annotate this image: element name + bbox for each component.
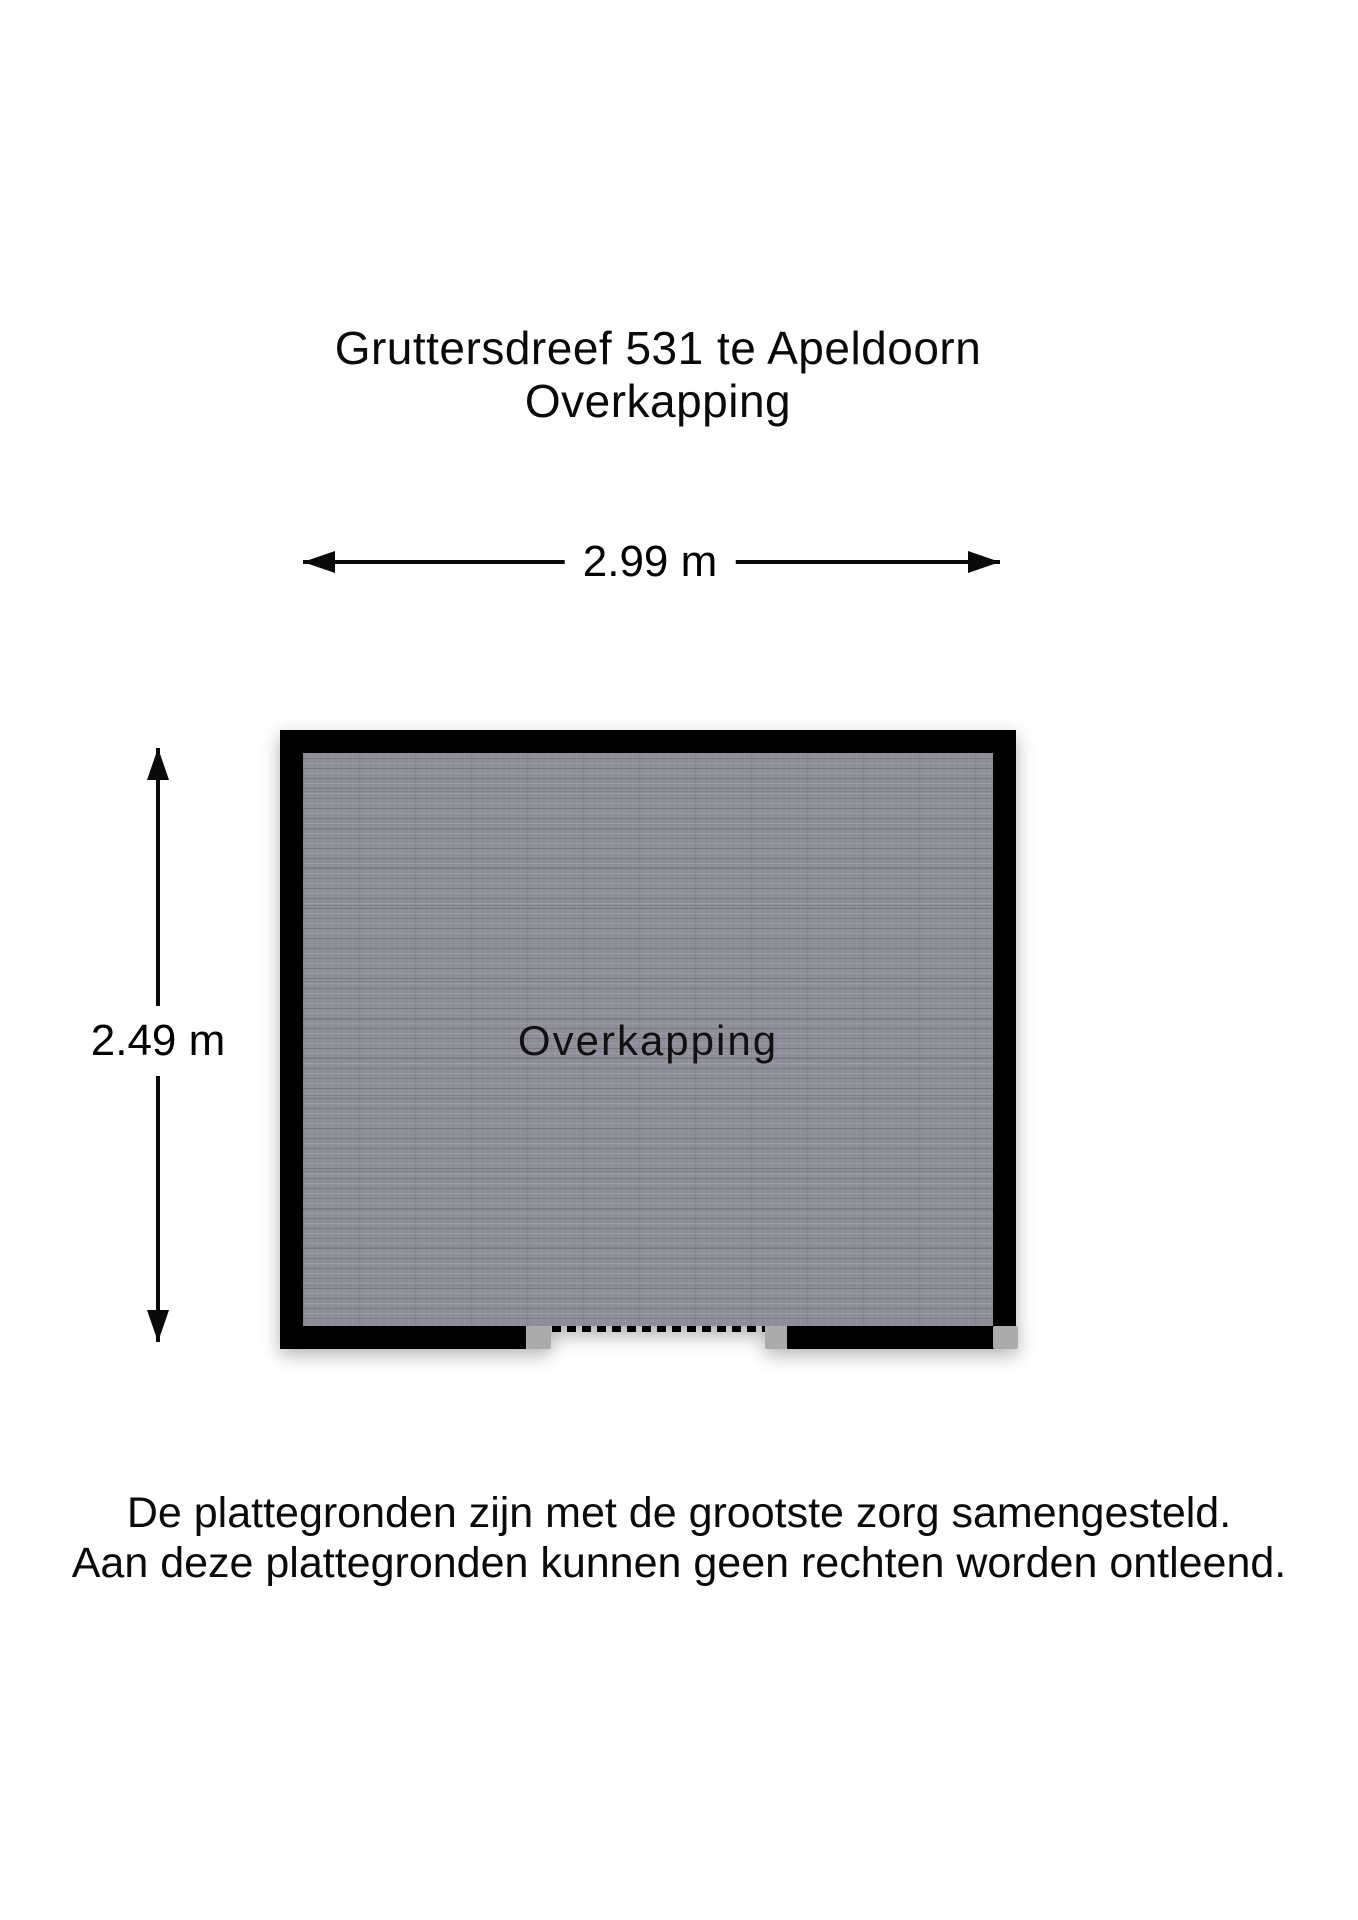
room-label: Overkapping — [517, 1017, 779, 1064]
arrowhead-down-icon — [147, 1310, 169, 1342]
arrowhead-right-icon — [968, 551, 1000, 573]
wall-bottom-right — [787, 1326, 1016, 1349]
footer-disclaimer — [0, 1488, 1358, 1588]
wall-top — [280, 730, 1016, 753]
wall-bottom-left — [280, 1326, 526, 1349]
disclaimer-line-2: Aan deze plattegronden kunnen geen rechten worden ontleend. — [71, 1539, 1287, 1587]
wall-right — [993, 730, 1016, 1349]
opening-dashed-line — [552, 1326, 765, 1332]
height-dimension-label: 2.49 m — [85, 1006, 232, 1076]
width-dimension-label: 2.99 m — [565, 533, 736, 591]
title-line-address: Gruttersdreef 531 te Apeldoorn — [334, 322, 982, 374]
arrowhead-up-icon — [147, 748, 169, 780]
post-corner — [993, 1326, 1018, 1349]
wall-left — [280, 730, 303, 1349]
page-title — [0, 322, 1316, 428]
title-line-subject: Overkapping — [524, 375, 792, 427]
post-left — [526, 1326, 551, 1349]
arrowhead-left-icon — [303, 551, 335, 573]
post-right — [765, 1326, 787, 1349]
disclaimer-line-1: De plattegronden zijn met de grootste zorg samengesteld. — [126, 1489, 1232, 1537]
